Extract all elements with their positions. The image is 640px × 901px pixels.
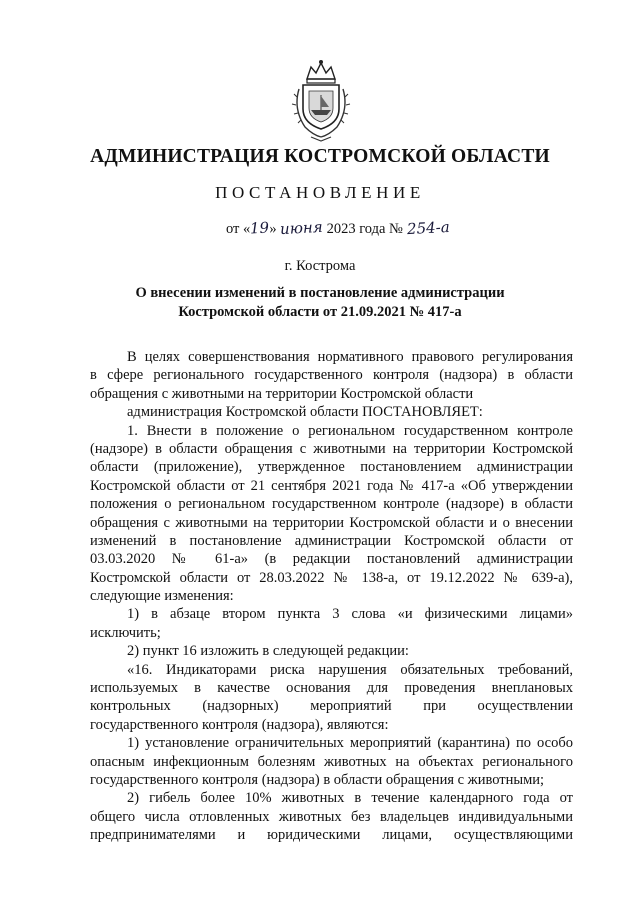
date-prefix: от « — [226, 221, 251, 237]
body-line: «16. Индикаторами риска нарушения обязательных требований, — [127, 661, 573, 678]
body-line: контрольных (надзорных) мероприятий при осуществлении — [90, 698, 573, 715]
body-line: общего числа отловленных животных без владельцев индивидуальными — [90, 808, 573, 825]
body-line: 03.03.2020 № 61-а» (в редакции постановлений администрации — [90, 551, 573, 568]
body-line: следующие изменения: — [90, 588, 234, 605]
date-mid: » — [269, 221, 277, 237]
body-line: исключить; — [90, 624, 161, 641]
handwritten-doc-number: 254-а — [406, 217, 450, 239]
body-line: изменений в постановление администрации Костромской области от — [90, 532, 573, 549]
body-line: положения о региональном государственном контроле (надзоре) в области — [90, 496, 573, 513]
body-line: опасным инфекционным болезням животных на объектах регионального — [90, 753, 573, 770]
body-line: государственного контроля (надзора), являются: — [90, 716, 389, 733]
body-line: области (приложение), утвержденное постановлением администрации — [90, 459, 573, 476]
body-line: 1) установление ограничительных мероприятий (карантина) по особо — [127, 735, 573, 752]
document-subject — [100, 284, 540, 322]
document-date-line — [226, 219, 449, 238]
document-type-title: ПОСТАНОВЛЕНИЕ — [215, 183, 425, 202]
body-line: 1. Внести в положение о региональном государственном контроле — [127, 422, 573, 439]
body-line: государственного контроля (надзора) в области обращения с животными; — [90, 771, 545, 788]
coat-of-arms-emblem — [289, 57, 353, 143]
body-line: в сфере регионального государственного контроля (надзора) в области — [90, 367, 573, 384]
body-line: Костромской области от 21 сентября 2021 года № 417-а «Об утверждении — [90, 477, 573, 494]
body-line: 2) гибель более 10% животных в течение календарного года от — [127, 790, 573, 807]
body-line: 2) пункт 16 изложить в следующей редакции: — [127, 643, 409, 660]
handwritten-day: 19 — [249, 218, 270, 238]
city-name: г. Кострома — [284, 258, 356, 274]
handwritten-month: июня — [279, 217, 324, 239]
body-line: администрация Костромской области ПОСТАНОВЛЯЕТ: — [127, 404, 483, 421]
date-year: 2023 года № — [326, 221, 403, 237]
subject-line: Костромской области от 21.09.2021 № 417-а — [178, 304, 462, 320]
subject-line: О внесении изменений в постановление администрации — [135, 285, 505, 301]
body-line: обращения с животными на территории Костромской области — [90, 385, 474, 402]
body-line: обращения с животными на территории Костромской области и о внесении — [90, 514, 573, 531]
body-line: используемых в качестве основания для проведения внеплановых — [90, 680, 573, 697]
body-line: В целях совершенствования нормативного правового регулирования — [127, 349, 573, 365]
body-line: 1) в абзаце втором пункта 3 слова «и физическими лицами» — [127, 606, 573, 623]
document-body — [90, 348, 573, 845]
body-line: (надзоре) в области обращения с животными на территории Костромской — [90, 440, 573, 457]
body-line: Костромской области от 28.03.2022 № 138-а, от 19.12.2022 № 639-а), — [90, 569, 573, 586]
organization-title: АДМИНИСТРАЦИЯ КОСТРОМСКОЙ ОБЛАСТИ — [90, 146, 550, 167]
body-line: предпринимателями и юридическими лицами, осуществляющими — [90, 827, 573, 844]
